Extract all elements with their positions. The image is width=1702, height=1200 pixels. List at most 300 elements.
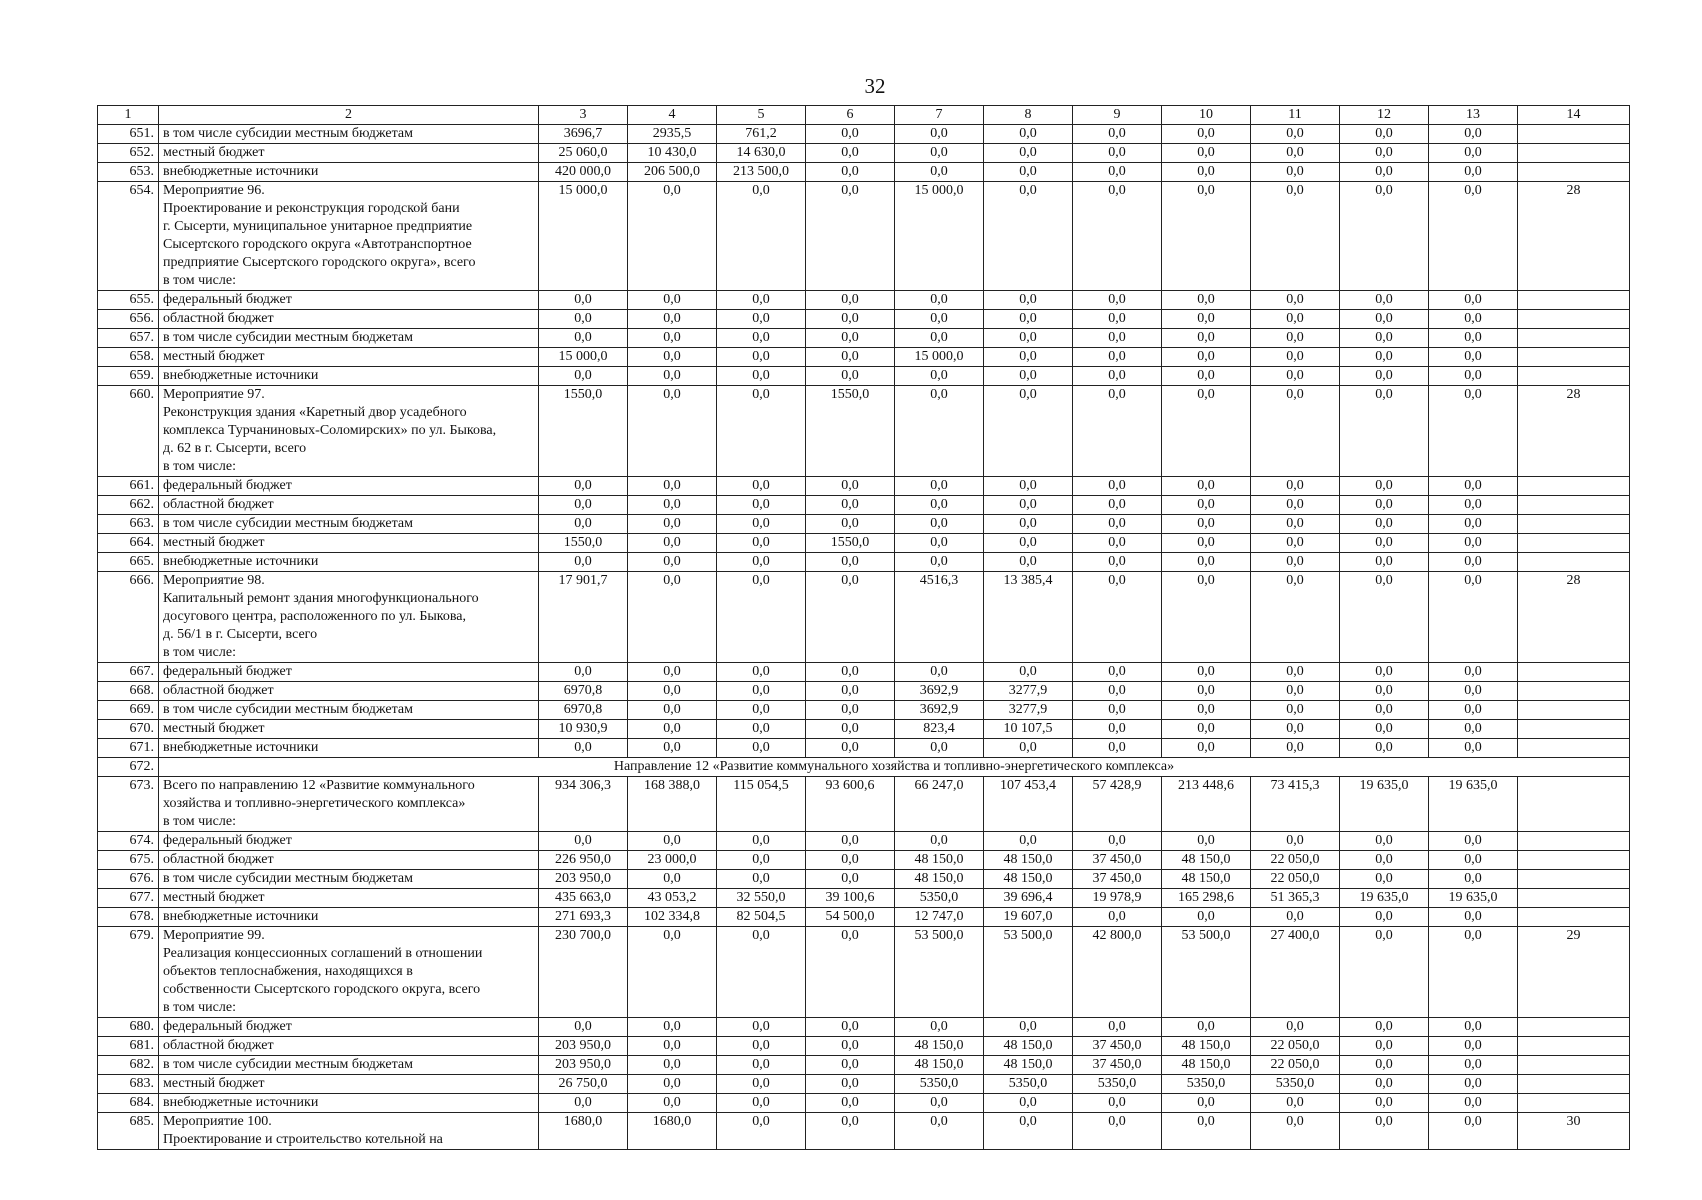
value-cell: 0,0 xyxy=(1429,927,1518,1018)
row-number: 660. xyxy=(98,386,159,477)
row-name-line: в том числе субсидии местным бюджетам xyxy=(163,330,413,345)
value-cell: 10 107,5 xyxy=(984,720,1073,739)
value-cell: 0,0 xyxy=(717,572,806,663)
row-name xyxy=(159,720,539,739)
value-cell: 0,0 xyxy=(628,701,717,720)
value-cell: 0,0 xyxy=(717,515,806,534)
value-cell: 48 150,0 xyxy=(1162,1037,1251,1056)
value-cell: 3692,9 xyxy=(895,701,984,720)
value-cell: 0,0 xyxy=(1073,572,1162,663)
value-cell: 0,0 xyxy=(806,515,895,534)
value-cell: 1550,0 xyxy=(539,386,628,477)
row-name xyxy=(159,291,539,310)
row-name-line: областной бюджет xyxy=(163,497,274,512)
value-cell: 5350,0 xyxy=(1162,1075,1251,1094)
value-cell: 0,0 xyxy=(1162,348,1251,367)
value-cell: 0,0 xyxy=(1340,348,1429,367)
value-cell: 0,0 xyxy=(806,1018,895,1037)
row-name xyxy=(159,329,539,348)
value-cell: 0,0 xyxy=(1251,720,1340,739)
value-cell: 0,0 xyxy=(717,329,806,348)
value-cell: 0,0 xyxy=(1073,125,1162,144)
value-cell: 22 050,0 xyxy=(1251,870,1340,889)
target-indicator-cell xyxy=(1518,1056,1630,1075)
value-cell: 0,0 xyxy=(984,182,1073,291)
row-name xyxy=(159,367,539,386)
value-cell: 0,0 xyxy=(1073,739,1162,758)
value-cell: 420 000,0 xyxy=(539,163,628,182)
target-indicator-cell xyxy=(1518,870,1630,889)
value-cell: 0,0 xyxy=(984,329,1073,348)
row-name-line: федеральный бюджет xyxy=(163,833,292,848)
value-cell: 27 400,0 xyxy=(1251,927,1340,1018)
value-cell: 0,0 xyxy=(806,291,895,310)
row-name xyxy=(159,534,539,553)
value-cell: 203 950,0 xyxy=(539,1037,628,1056)
value-cell: 0,0 xyxy=(1251,125,1340,144)
value-cell: 0,0 xyxy=(1340,291,1429,310)
row-name xyxy=(159,739,539,758)
value-cell: 0,0 xyxy=(984,291,1073,310)
value-cell: 0,0 xyxy=(1073,477,1162,496)
value-cell: 0,0 xyxy=(1162,367,1251,386)
value-cell: 0,0 xyxy=(1429,125,1518,144)
value-cell: 0,0 xyxy=(1429,663,1518,682)
value-cell: 823,4 xyxy=(895,720,984,739)
value-cell: 0,0 xyxy=(1251,553,1340,572)
column-header: 2 xyxy=(159,106,539,125)
row-number: 677. xyxy=(98,889,159,908)
row-name xyxy=(159,1113,539,1150)
row-name-line: собственности Сысертского городского округа, всего xyxy=(163,982,481,997)
value-cell: 0,0 xyxy=(717,496,806,515)
row-name-line: комплекса Турчаниновых-Соломирских» по ул. Быкова, xyxy=(163,423,497,438)
row-name-line: областной бюджет xyxy=(163,852,274,867)
value-cell: 0,0 xyxy=(1340,701,1429,720)
table-row xyxy=(98,125,1630,144)
value-cell: 0,0 xyxy=(1251,477,1340,496)
row-name xyxy=(159,163,539,182)
row-number: 678. xyxy=(98,908,159,927)
row-number: 683. xyxy=(98,1075,159,1094)
value-cell: 0,0 xyxy=(628,1037,717,1056)
row-name xyxy=(159,777,539,832)
target-indicator-cell xyxy=(1518,310,1630,329)
table-body xyxy=(98,106,1630,1150)
row-name xyxy=(159,889,539,908)
target-indicator-cell: 28 xyxy=(1518,182,1630,291)
value-cell: 0,0 xyxy=(806,496,895,515)
value-cell: 0,0 xyxy=(984,832,1073,851)
value-cell: 0,0 xyxy=(539,477,628,496)
row-name-line: Проектирование и строительство котельной на xyxy=(163,1132,443,1147)
row-name xyxy=(159,348,539,367)
value-cell: 0,0 xyxy=(1340,1018,1429,1037)
row-name-line: в том числе: xyxy=(163,814,236,829)
target-indicator-cell xyxy=(1518,291,1630,310)
target-indicator-cell xyxy=(1518,348,1630,367)
value-cell: 0,0 xyxy=(1073,1094,1162,1113)
row-number: 684. xyxy=(98,1094,159,1113)
row-name-line: местный бюджет xyxy=(163,349,265,364)
row-number: 682. xyxy=(98,1056,159,1075)
value-cell: 15 000,0 xyxy=(895,182,984,291)
value-cell: 0,0 xyxy=(1073,182,1162,291)
value-cell: 0,0 xyxy=(1073,386,1162,477)
target-indicator-cell xyxy=(1518,553,1630,572)
target-indicator-cell xyxy=(1518,889,1630,908)
value-cell: 0,0 xyxy=(1251,739,1340,758)
value-cell: 6970,8 xyxy=(539,682,628,701)
value-cell: 0,0 xyxy=(1340,182,1429,291)
target-indicator-cell: 28 xyxy=(1518,386,1630,477)
value-cell: 22 050,0 xyxy=(1251,1056,1340,1075)
row-name-line: в том числе: xyxy=(163,273,236,288)
value-cell: 10 430,0 xyxy=(628,144,717,163)
value-cell: 0,0 xyxy=(717,182,806,291)
table-row xyxy=(98,348,1630,367)
value-cell: 0,0 xyxy=(895,739,984,758)
row-name-line: местный бюджет xyxy=(163,535,265,550)
target-indicator-cell xyxy=(1518,367,1630,386)
value-cell: 0,0 xyxy=(1162,832,1251,851)
value-cell: 0,0 xyxy=(628,870,717,889)
value-cell: 107 453,4 xyxy=(984,777,1073,832)
target-indicator-cell xyxy=(1518,1037,1630,1056)
value-cell: 0,0 xyxy=(895,1094,984,1113)
value-cell: 93 600,6 xyxy=(806,777,895,832)
value-cell: 0,0 xyxy=(1429,1075,1518,1094)
value-cell: 0,0 xyxy=(895,1113,984,1150)
value-cell: 0,0 xyxy=(1251,572,1340,663)
value-cell: 0,0 xyxy=(628,927,717,1018)
value-cell: 0,0 xyxy=(1073,310,1162,329)
value-cell: 0,0 xyxy=(1429,739,1518,758)
value-cell: 0,0 xyxy=(1073,682,1162,701)
value-cell: 0,0 xyxy=(628,1056,717,1075)
target-indicator-cell xyxy=(1518,534,1630,553)
row-name-line: в том числе субсидии местным бюджетам xyxy=(163,702,413,717)
row-name-line: в том числе: xyxy=(163,645,236,660)
value-cell: 0,0 xyxy=(1162,1018,1251,1037)
value-cell: 5350,0 xyxy=(895,889,984,908)
row-number: 655. xyxy=(98,291,159,310)
value-cell: 0,0 xyxy=(1073,832,1162,851)
column-header: 4 xyxy=(628,106,717,125)
value-cell: 0,0 xyxy=(806,663,895,682)
value-cell: 0,0 xyxy=(1429,386,1518,477)
value-cell: 0,0 xyxy=(628,182,717,291)
row-name-line: федеральный бюджет xyxy=(163,292,292,307)
value-cell: 0,0 xyxy=(1073,144,1162,163)
value-cell: 0,0 xyxy=(1251,310,1340,329)
value-cell: 0,0 xyxy=(1340,851,1429,870)
value-cell: 0,0 xyxy=(895,832,984,851)
row-name-line: в том числе субсидии местным бюджетам xyxy=(163,126,413,141)
value-cell: 0,0 xyxy=(1340,1094,1429,1113)
value-cell: 0,0 xyxy=(806,144,895,163)
value-cell: 0,0 xyxy=(806,1113,895,1150)
row-number: 668. xyxy=(98,682,159,701)
value-cell: 0,0 xyxy=(806,832,895,851)
row-name-line: предприятие Сысертского городского округа», всего xyxy=(163,255,476,270)
value-cell: 0,0 xyxy=(806,367,895,386)
value-cell: 0,0 xyxy=(717,663,806,682)
row-name-line: Реализация концессионных соглашений в отношении xyxy=(163,946,483,961)
value-cell: 0,0 xyxy=(806,477,895,496)
value-cell: 0,0 xyxy=(1162,163,1251,182)
value-cell: 0,0 xyxy=(806,870,895,889)
row-number: 676. xyxy=(98,870,159,889)
value-cell: 0,0 xyxy=(1340,739,1429,758)
row-name-line: внебюджетные источники xyxy=(163,554,319,569)
table-row xyxy=(98,572,1630,663)
value-cell: 0,0 xyxy=(1073,1018,1162,1037)
value-cell: 230 700,0 xyxy=(539,927,628,1018)
target-indicator-cell xyxy=(1518,496,1630,515)
value-cell: 0,0 xyxy=(806,572,895,663)
value-cell: 0,0 xyxy=(717,1075,806,1094)
value-cell: 0,0 xyxy=(1340,496,1429,515)
value-cell: 0,0 xyxy=(895,310,984,329)
value-cell: 0,0 xyxy=(539,739,628,758)
value-cell: 0,0 xyxy=(1073,720,1162,739)
value-cell: 0,0 xyxy=(1073,329,1162,348)
value-cell: 0,0 xyxy=(1429,310,1518,329)
row-name xyxy=(159,477,539,496)
value-cell: 0,0 xyxy=(717,291,806,310)
target-indicator-cell: 29 xyxy=(1518,927,1630,1018)
table-row xyxy=(98,329,1630,348)
value-cell: 0,0 xyxy=(1162,496,1251,515)
row-number: 657. xyxy=(98,329,159,348)
row-number: 661. xyxy=(98,477,159,496)
value-cell: 0,0 xyxy=(1340,1075,1429,1094)
value-cell: 32 550,0 xyxy=(717,889,806,908)
value-cell: 0,0 xyxy=(984,1094,1073,1113)
table-row xyxy=(98,182,1630,291)
column-header: 7 xyxy=(895,106,984,125)
row-name xyxy=(159,1094,539,1113)
value-cell: 0,0 xyxy=(1162,553,1251,572)
value-cell: 0,0 xyxy=(1429,908,1518,927)
value-cell: 53 500,0 xyxy=(984,927,1073,1018)
value-cell: 0,0 xyxy=(806,329,895,348)
value-cell: 0,0 xyxy=(717,1094,806,1113)
value-cell: 48 150,0 xyxy=(984,851,1073,870)
value-cell: 0,0 xyxy=(1162,720,1251,739)
value-cell: 0,0 xyxy=(628,1075,717,1094)
value-cell: 39 100,6 xyxy=(806,889,895,908)
table-row xyxy=(98,386,1630,477)
value-cell: 2935,5 xyxy=(628,125,717,144)
value-cell: 0,0 xyxy=(628,832,717,851)
value-cell: 0,0 xyxy=(1162,1094,1251,1113)
row-number: 658. xyxy=(98,348,159,367)
value-cell: 5350,0 xyxy=(895,1075,984,1094)
value-cell: 0,0 xyxy=(539,291,628,310)
value-cell: 19 635,0 xyxy=(1429,777,1518,832)
value-cell: 0,0 xyxy=(1429,870,1518,889)
target-indicator-cell xyxy=(1518,477,1630,496)
value-cell: 0,0 xyxy=(1429,477,1518,496)
value-cell: 0,0 xyxy=(1429,1037,1518,1056)
column-header: 9 xyxy=(1073,106,1162,125)
value-cell: 0,0 xyxy=(806,851,895,870)
row-name xyxy=(159,1037,539,1056)
value-cell: 0,0 xyxy=(717,1018,806,1037)
value-cell: 0,0 xyxy=(628,1018,717,1037)
value-cell: 0,0 xyxy=(1251,496,1340,515)
row-number: 659. xyxy=(98,367,159,386)
value-cell: 48 150,0 xyxy=(1162,1056,1251,1075)
value-cell: 0,0 xyxy=(1162,477,1251,496)
value-cell: 0,0 xyxy=(1251,329,1340,348)
value-cell: 3277,9 xyxy=(984,682,1073,701)
section-heading: Направление 12 «Развитие коммунального хозяйства и топливно-энергетического комплекса» xyxy=(159,758,1630,777)
value-cell: 39 696,4 xyxy=(984,889,1073,908)
page-number: 32 xyxy=(864,74,886,98)
value-cell: 0,0 xyxy=(1251,701,1340,720)
value-cell: 48 150,0 xyxy=(1162,870,1251,889)
row-name xyxy=(159,908,539,927)
row-name-line: Капитальный ремонт здания многофункционального xyxy=(163,591,479,606)
value-cell: 0,0 xyxy=(984,496,1073,515)
column-header: 6 xyxy=(806,106,895,125)
row-name xyxy=(159,682,539,701)
value-cell: 0,0 xyxy=(628,1094,717,1113)
value-cell: 0,0 xyxy=(539,515,628,534)
value-cell: 0,0 xyxy=(895,477,984,496)
row-name xyxy=(159,663,539,682)
value-cell: 5350,0 xyxy=(1251,1075,1340,1094)
row-name-line: Мероприятие 96. xyxy=(163,183,265,198)
value-cell: 0,0 xyxy=(1429,515,1518,534)
value-cell: 1550,0 xyxy=(806,534,895,553)
value-cell: 37 450,0 xyxy=(1073,1037,1162,1056)
value-cell: 0,0 xyxy=(1073,515,1162,534)
table-row xyxy=(98,1037,1630,1056)
value-cell: 0,0 xyxy=(806,927,895,1018)
value-cell: 0,0 xyxy=(984,125,1073,144)
row-number: 663. xyxy=(98,515,159,534)
column-header: 8 xyxy=(984,106,1073,125)
value-cell: 48 150,0 xyxy=(895,851,984,870)
budget-table xyxy=(97,105,1630,1150)
row-number: 669. xyxy=(98,701,159,720)
value-cell: 0,0 xyxy=(1162,534,1251,553)
value-cell: 0,0 xyxy=(717,870,806,889)
value-cell: 0,0 xyxy=(1429,329,1518,348)
value-cell: 0,0 xyxy=(717,851,806,870)
value-cell: 0,0 xyxy=(717,682,806,701)
row-number: 651. xyxy=(98,125,159,144)
value-cell: 0,0 xyxy=(1340,908,1429,927)
value-cell: 0,0 xyxy=(1429,163,1518,182)
value-cell: 0,0 xyxy=(1340,720,1429,739)
value-cell: 66 247,0 xyxy=(895,777,984,832)
table-row xyxy=(98,1094,1630,1113)
column-header: 1 xyxy=(98,106,159,125)
value-cell: 203 950,0 xyxy=(539,1056,628,1075)
value-cell: 0,0 xyxy=(1429,832,1518,851)
row-name xyxy=(159,182,539,291)
value-cell: 22 050,0 xyxy=(1251,851,1340,870)
value-cell: 0,0 xyxy=(806,125,895,144)
value-cell: 0,0 xyxy=(1340,477,1429,496)
row-name xyxy=(159,144,539,163)
value-cell: 0,0 xyxy=(1429,496,1518,515)
value-cell: 0,0 xyxy=(628,553,717,572)
value-cell: 0,0 xyxy=(717,739,806,758)
table-row xyxy=(98,908,1630,927)
value-cell: 0,0 xyxy=(1162,572,1251,663)
value-cell: 0,0 xyxy=(717,1056,806,1075)
value-cell: 206 500,0 xyxy=(628,163,717,182)
value-cell: 0,0 xyxy=(1162,310,1251,329)
value-cell: 0,0 xyxy=(895,291,984,310)
table-row xyxy=(98,870,1630,889)
row-name-line: Мероприятие 97. xyxy=(163,387,265,402)
value-cell: 25 060,0 xyxy=(539,144,628,163)
value-cell: 0,0 xyxy=(628,515,717,534)
value-cell: 761,2 xyxy=(717,125,806,144)
value-cell: 0,0 xyxy=(717,1113,806,1150)
value-cell: 0,0 xyxy=(1429,701,1518,720)
value-cell: 0,0 xyxy=(539,1018,628,1037)
column-header: 10 xyxy=(1162,106,1251,125)
row-name-line: Мероприятие 98. xyxy=(163,573,265,588)
value-cell: 0,0 xyxy=(1340,572,1429,663)
table-row xyxy=(98,851,1630,870)
value-cell: 0,0 xyxy=(1429,534,1518,553)
value-cell: 53 500,0 xyxy=(1162,927,1251,1018)
row-name-line: федеральный бюджет xyxy=(163,664,292,679)
value-cell: 0,0 xyxy=(984,386,1073,477)
row-number: 664. xyxy=(98,534,159,553)
row-number: 654. xyxy=(98,182,159,291)
value-cell: 1550,0 xyxy=(806,386,895,477)
value-cell: 0,0 xyxy=(539,367,628,386)
value-cell: 0,0 xyxy=(1073,908,1162,927)
column-header: 12 xyxy=(1340,106,1429,125)
value-cell: 37 450,0 xyxy=(1073,870,1162,889)
value-cell: 0,0 xyxy=(895,553,984,572)
value-cell: 0,0 xyxy=(895,663,984,682)
target-indicator-cell xyxy=(1518,163,1630,182)
value-cell: 0,0 xyxy=(806,348,895,367)
value-cell: 0,0 xyxy=(717,701,806,720)
row-name xyxy=(159,572,539,663)
value-cell: 0,0 xyxy=(1251,1113,1340,1150)
value-cell: 17 901,7 xyxy=(539,572,628,663)
column-header: 5 xyxy=(717,106,806,125)
value-cell: 0,0 xyxy=(717,386,806,477)
target-indicator-cell xyxy=(1518,1075,1630,1094)
value-cell: 0,0 xyxy=(628,310,717,329)
value-cell: 0,0 xyxy=(1251,144,1340,163)
target-indicator-cell xyxy=(1518,739,1630,758)
column-header: 14 xyxy=(1518,106,1630,125)
target-indicator-cell xyxy=(1518,682,1630,701)
value-cell: 19 635,0 xyxy=(1340,777,1429,832)
value-cell: 0,0 xyxy=(1429,367,1518,386)
value-cell: 54 500,0 xyxy=(806,908,895,927)
row-number: 674. xyxy=(98,832,159,851)
value-cell: 23 000,0 xyxy=(628,851,717,870)
table-row xyxy=(98,310,1630,329)
value-cell: 165 298,6 xyxy=(1162,889,1251,908)
